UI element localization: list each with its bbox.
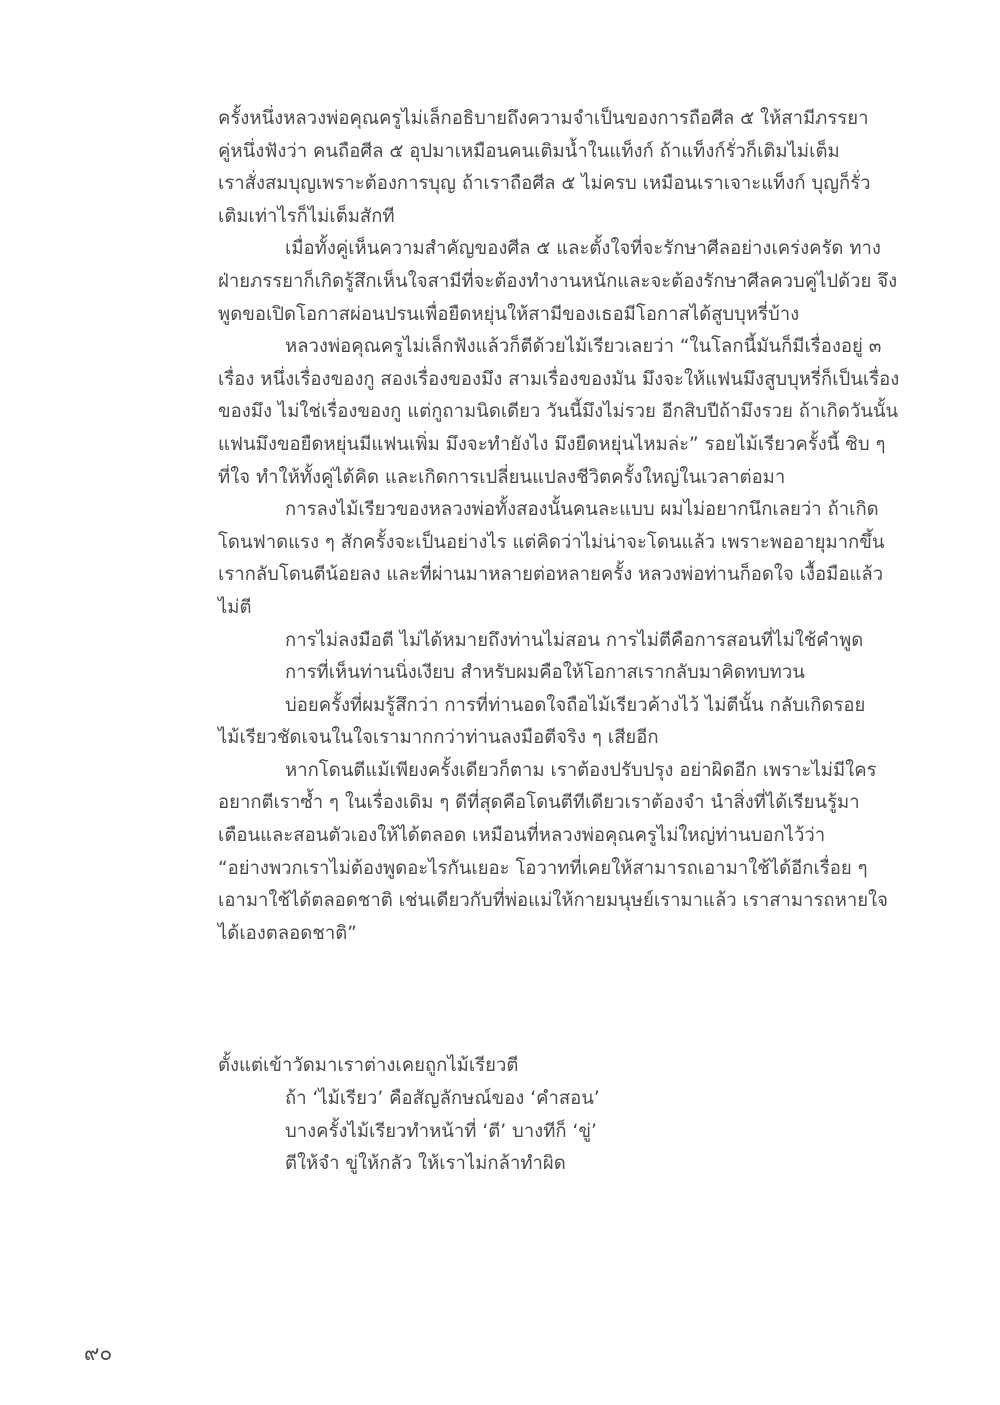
paragraph-silence [218,657,890,690]
text-line: พูดขอเปิดโอกาสผ่อนปรนเพื่อยืดหยุ่นให้สามีของเธอมีโอกาสได้สูบบุหรี่บ้าง [218,303,800,325]
text-line: เราสั่งสมบุญเพราะต้องการบุญ ถ้าเราถือศีล ๕ ไม่ครบ เหมือนเราเจาะแท็งก์ บุญก็รั่ว [218,173,871,195]
text-line: “อย่างพวกเราไม่ต้องพูดอะไรกันเยอะ โอวาทที่เคยให้สามารถเอามาใช้ได้อีกเรื่อย ๆ [218,857,868,879]
section-spacer [218,950,890,1050]
text-line: เอามาใช้ได้ตลอดชาติ เช่นเดียวกับที่พ่อแม่ให้กายมนุษย์เรามาแล้ว เราสามารถหายใจ [218,890,888,912]
page-number: ๙๐ [84,1341,113,1365]
paragraph-wife-request [218,233,898,331]
text-line: การที่เห็นท่านนิ่งเงียบ สำหรับผมคือให้โอกาสเรากลับมาคิดทบทวน [285,662,805,684]
text-line: ที่ใจ ทำให้ทั้งคู่ได้คิด และเกิดการเปลี่ยนแปลงชีวิตครั้งใหญ่ในเวลาต่อมา [218,466,786,488]
text-line: หากโดนตีแม้เพียงครั้งเดียวก็ตาม เราต้องปรับปรุง อย่าผิดอีก เพราะไม่มีใคร [285,759,877,781]
text-line: เรากลับโดนตีน้อยลง และที่ผ่านมาหลายต่อหลายครั้ง หลวงพ่อท่านก็อดใจ เงื้อมือแล้ว [218,564,884,586]
text-line: เตือนและสอนตัวเองให้ได้ตลอด เหมือนที่หลวงพ่อคุณครูไม่ใหญ่ท่านบอกไว้ว่า [218,825,826,847]
paragraph-cane-styles [218,494,890,624]
text-line: คู่หนึ่งฟังว่า คนถือศีล ๕ อุปมาเหมือนคนเติมน้ำในแท็งก์ ถ้าแท็งก์รั่วก็เติมไม่เต็ม [218,140,840,162]
verse-line: ตีให้จำ ขู่ให้กลัว ให้เราไม่กล้าทำผิด [285,1153,566,1175]
page-body [218,103,900,1181]
paragraph-lesson [218,755,890,951]
text-line: ได้เองตลอดชาติ” [218,922,357,944]
paragraph-teacher-quote [218,331,900,494]
text-line: โดนฟาดแรง ๆ สักครั้งจะเป็นอย่างไร แต่คิดว่าไม่น่าจะโดนแล้ว เพราะพออายุมากขึ้น [218,531,885,553]
closing-verse [218,1050,890,1180]
text-line: หลวงพ่อคุณครูไม่เล็กฟังแล้วก็ตีด้วยไม้เรียวเลยว่า “ในโลกนี้มันก็มีเรื่องอยู่ ๓ [285,336,882,358]
text-line: เติมเท่าไรก็ไม่เต็มสักที [218,205,395,227]
verse-line: บางครั้งไม้เรียวทำหน้าที่ ‘ตี’ บางทีก็ ‘ขู่’ [285,1120,597,1142]
text-line: บ่อยครั้งที่ผมรู้สึกว่า การที่ท่านอดใจถือไม้เรียวค้างไว้ ไม่ตีนั้น กลับเกิดรอย [285,694,866,716]
text-line: ไม่ตี [218,596,252,618]
verse-line: ถ้า ‘ไม้เรียว’ คือสัญลักษณ์ของ ‘คำสอน’ [285,1088,600,1110]
text-line: อยากตีเราซ้ำ ๆ ในเรื่องเดิม ๆ ดีที่สุดคือโดนตีทีเดียวเราต้องจำ นำสิ่งที่ได้เรียนรู้มา [218,792,860,814]
text-line: เรื่อง หนึ่งเรื่องของกู สองเรื่องของมึง สามเรื่องของมัน มึงจะให้แฟนมึงสูบบุหรี่ก็เป็นเรื่อง [218,368,900,390]
verse-line: ตั้งแต่เข้าวัดมาเราต่างเคยถูกไม้เรียวตี [218,1055,519,1077]
paragraph-holding-cane [218,690,890,755]
paragraph-not-striking [218,625,890,658]
text-line: ของมึง ไม่ใช่เรื่องของกู แต่กูถามนิดเดียว วันนี้มึงไม่รวย อีกสิบปีถ้ามึงรวย ถ้าเกิดวันนั้น [218,401,899,423]
text-line: การไม่ลงมือตี ไม่ได้หมายถึงท่านไม่สอน การไม่ตีคือการสอนที่ไม่ใช้คำพูด [285,629,864,651]
text-line: ฝ่ายภรรยาก็เกิดรู้สึกเห็นใจสามีที่จะต้องทำงานหนักและจะต้องรักษาศีลควบคู่ไปด้วย จึง [218,270,898,292]
text-line: การลงไม้เรียวของหลวงพ่อทั้งสองนั้นคนละแบบ ผมไม่อยากนึกเลยว่า ถ้าเกิด [285,499,879,521]
text-line: แฟนมึงขอยืดหยุ่นมีแฟนเพิ่ม มึงจะทำยังไง มึงยืดหยุ่นไหมล่ะ” รอยไม้เรียวครั้งนี้ ซิบ ๆ [218,433,886,455]
text-line: เมื่อทั้งคู่เห็นความสำคัญของศีล ๕ และตั้งใจที่จะรักษาศีลอย่างเคร่งครัด ทาง [285,238,881,260]
paragraph-precepts [218,103,890,233]
text-line: ไม้เรียวชัดเจนในใจเรามากกว่าท่านลงมือตีจริง ๆ เสียอีก [218,727,659,749]
text-line: ครั้งหนึ่งหลวงพ่อคุณครูไม่เล็กอธิบายถึงความจำเป็นของการถือศีล ๕ ให้สามีภรรยา [218,108,869,129]
